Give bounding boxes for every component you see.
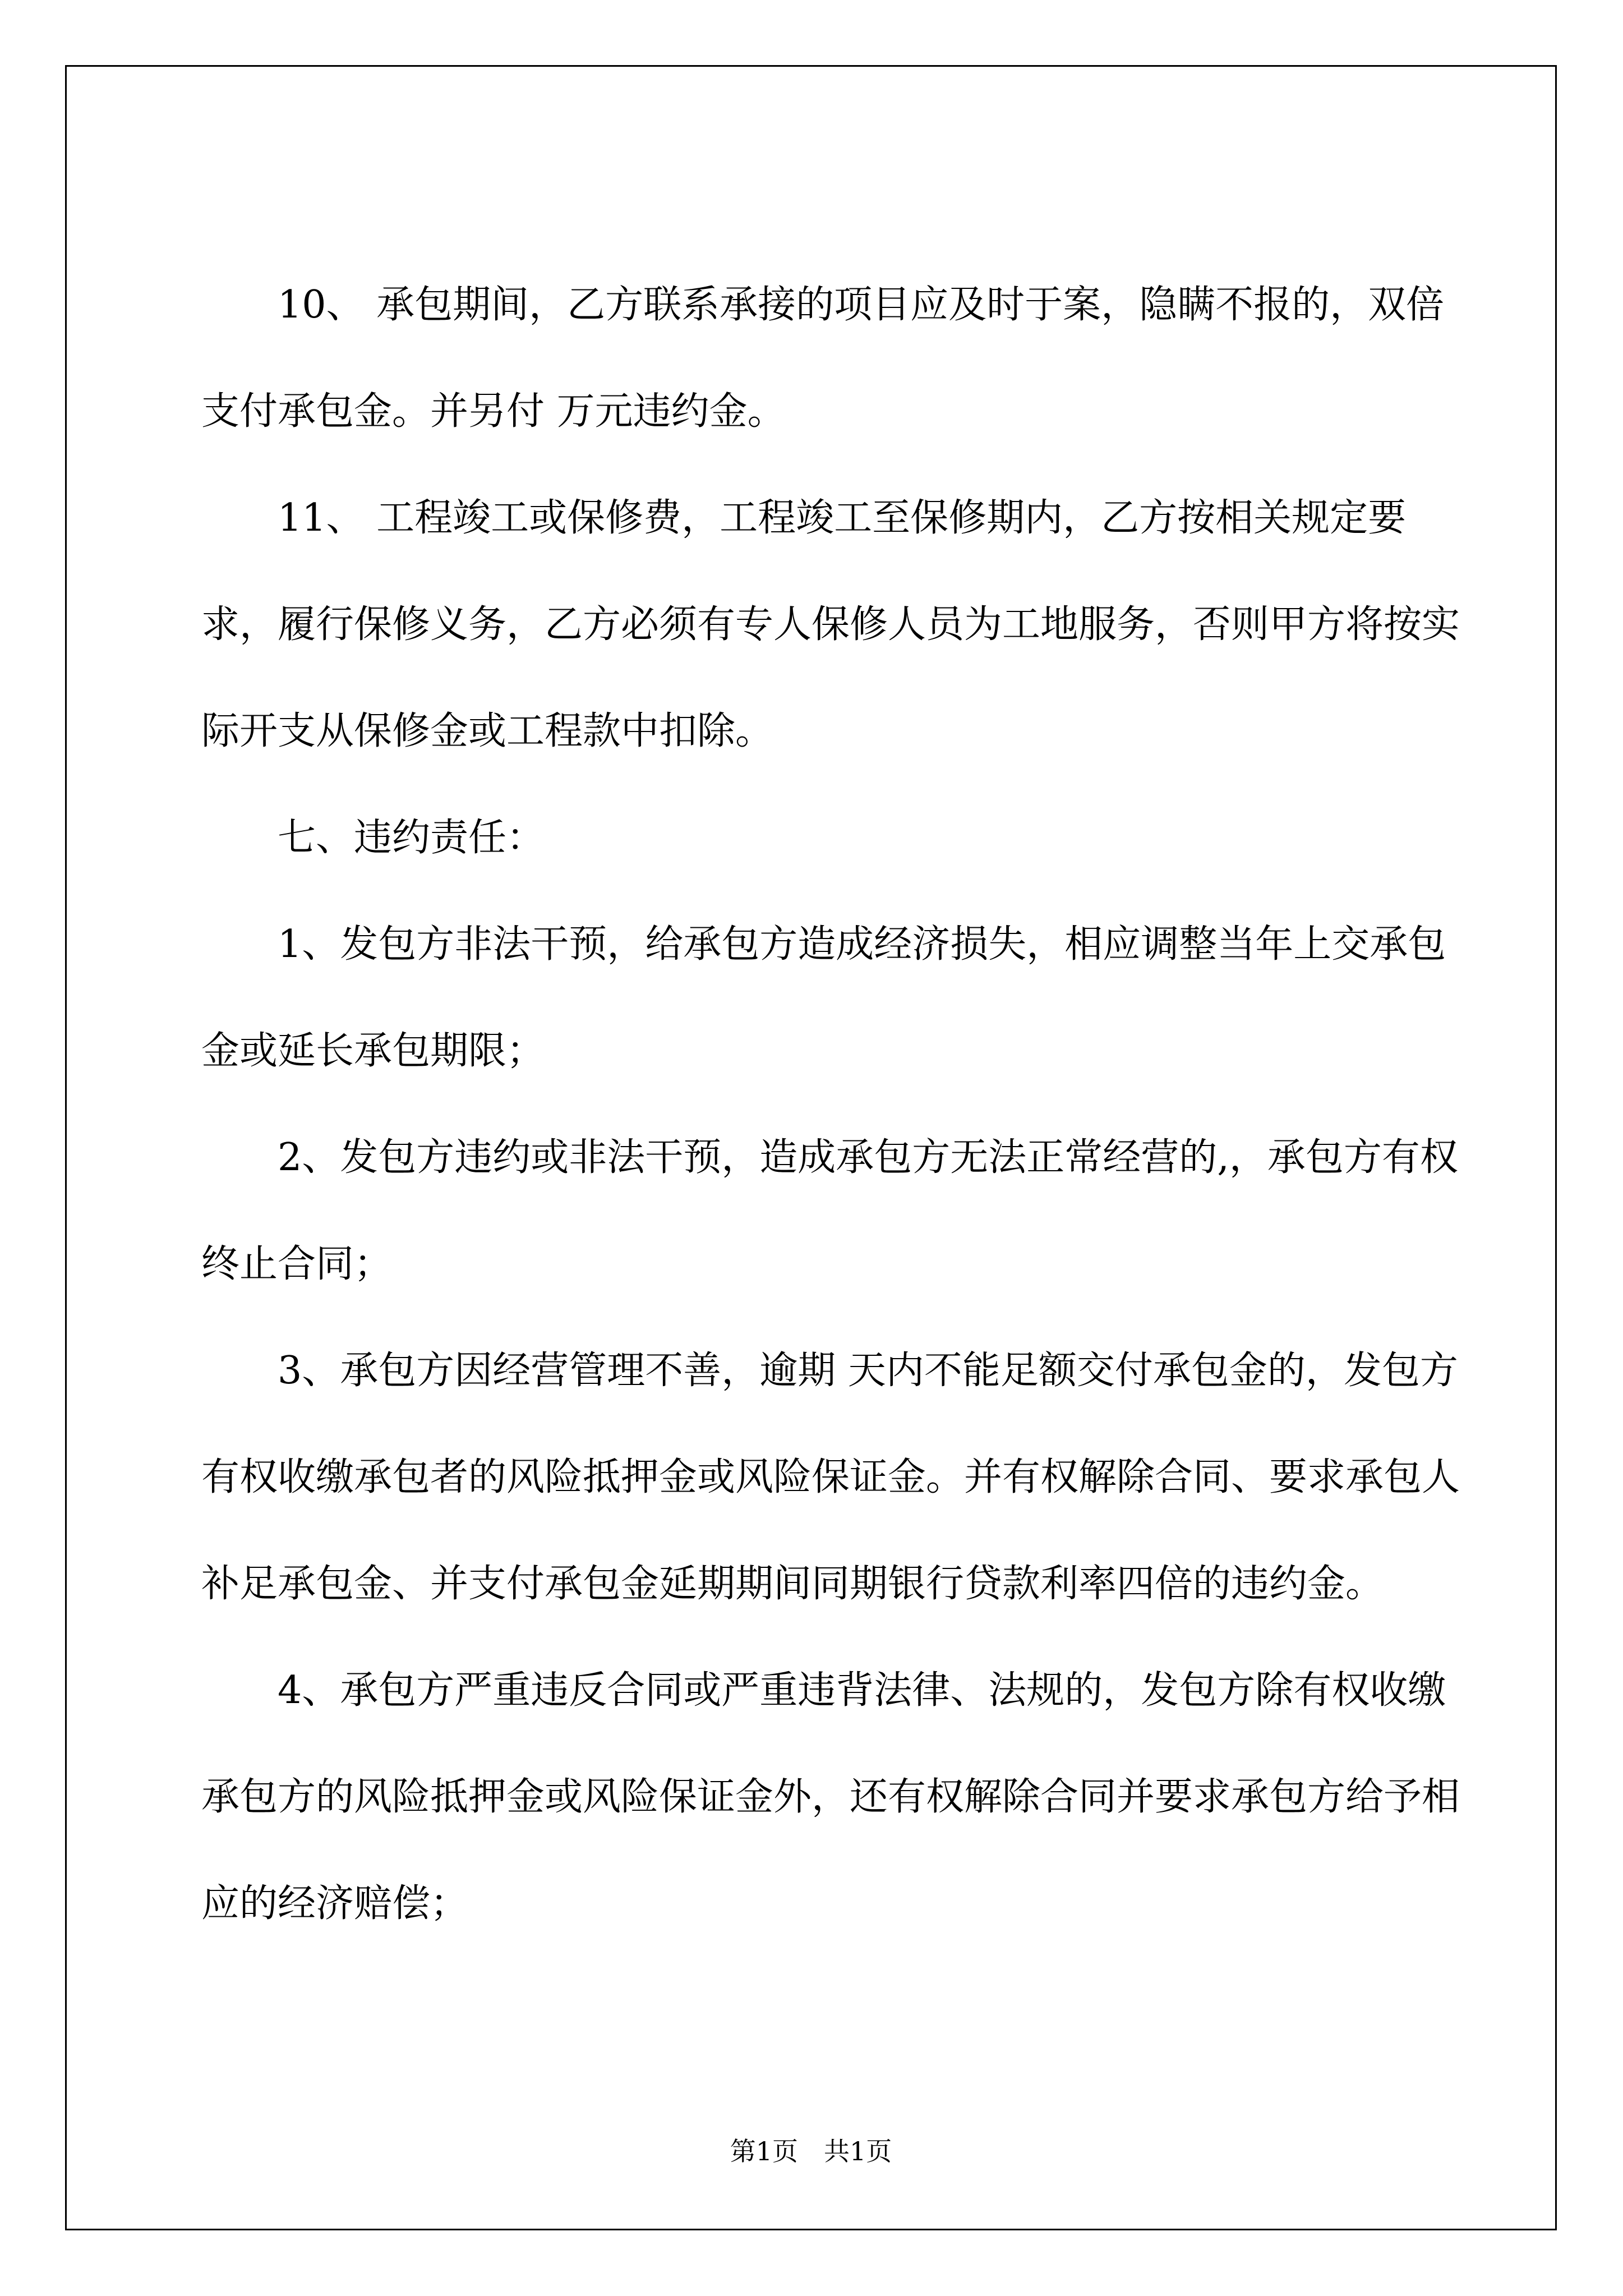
document-page (65, 65, 1557, 2230)
paragraph-breach-1: 1、发包方非法干预，给承包方造成经济损失，相应调整当年上交承包金或延长承包期限； (201, 922, 1446, 1073)
paragraph-breach-3: 3、承包方因经营管理不善，逾期 天内不能足额交付承包金的，发包方有权收缴承包者的风险抵押金或风险保证金。并有权解除合同、要求承包人补足承包金、并支付承包金延期期间同期银行贷款利率四倍的违约金。 (201, 1349, 1460, 1606)
paragraph-clause-10: 10、 承包期间，乙方联系承接的项目应及时于案，隐瞒不报的，双倍支付承包金。并另付 万元违约金。 (201, 283, 1445, 434)
paragraph-breach-2: 2、发包方违约或非法干预，造成承包方无法正常经营的,，承包方有权终止合同； (201, 1135, 1458, 1286)
paragraph-breach-4: 4、承包方严重违反合同或严重违背法律、法规的，发包方除有权收缴承包方的风险抵押金或风险保证金外，还有权解除合同并要求承包方给予相应的经济赔偿； (201, 1668, 1460, 1926)
page-footer: 第1页 共1页 (730, 2136, 892, 2166)
section-heading-breach-liability: 七、违约责任： (278, 816, 545, 860)
paragraph-clause-11: 11、 工程竣工或保修费，工程竣工至保修期内，乙方按相关规定要求，履行保修义务，乙方必须有专人保修人员为工地服务，否则甲方将按实际开支从保修金或工程款中扣除。 (201, 496, 1460, 753)
document-body (201, 252, 1480, 1957)
